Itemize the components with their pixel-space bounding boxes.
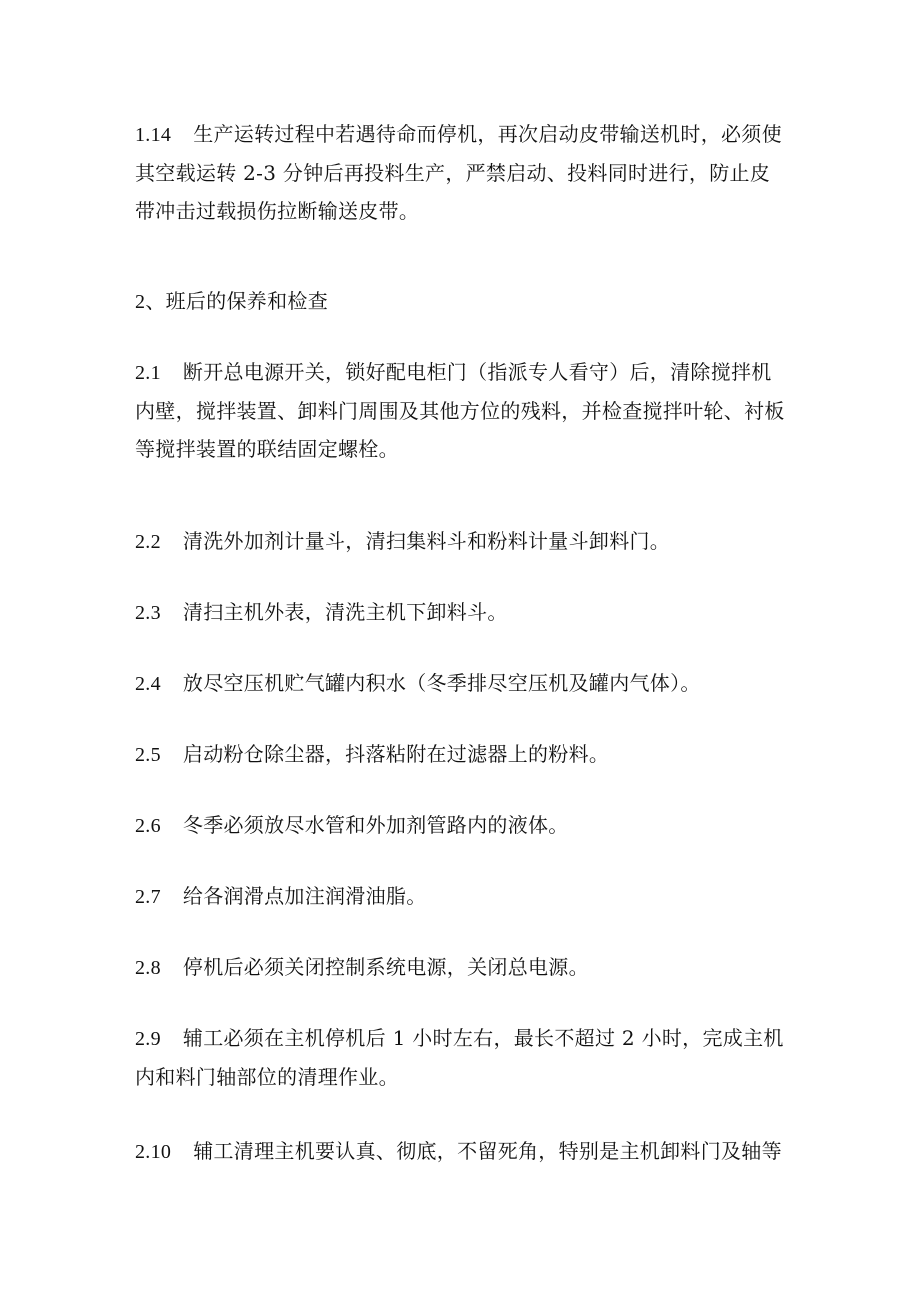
section-number: 2.8 xyxy=(135,957,161,979)
section-number: 2.7 xyxy=(135,886,161,908)
paragraph-text: 启动粉仓除尘器，抖落粘附在过滤器上的粉料。 xyxy=(182,742,610,766)
paragraph-2-3 xyxy=(135,593,790,632)
section-number: 2.3 xyxy=(135,602,161,624)
paragraph-2-10 xyxy=(135,1132,790,1171)
paragraph-2-8 xyxy=(135,948,790,987)
section-number: 2.1 xyxy=(135,362,161,384)
paragraph-text: 清洗外加剂计量斗，清扫集料斗和粉料计量斗卸料门。 xyxy=(182,529,671,553)
paragraph-text: 生产运转过程中若遇待命而停机，再次启动皮带输送机时，必须使其空载运转 2-3 分钟后再投料生产，严禁启动、投料同时进行，防止皮带冲击过载损伤拉断输送皮带。 xyxy=(135,122,782,223)
paragraph-2-2 xyxy=(135,522,790,561)
section-heading-text: 、班后的保养和检查 xyxy=(145,289,329,313)
section-number: 2 xyxy=(135,291,146,313)
paragraph-text: 冬季必须放尽水管和外加剂管路内的液体。 xyxy=(182,813,569,837)
section-number: 2.4 xyxy=(135,673,161,695)
section-number: 2.6 xyxy=(135,815,161,837)
paragraph-2-1 xyxy=(135,353,790,468)
section-number: 2.10 xyxy=(135,1141,172,1163)
section-number: 2.2 xyxy=(135,531,161,553)
paragraph-2-5 xyxy=(135,735,790,774)
paragraph-text: 断开总电源开关，锁好配电柜门（指派专人看守）后，清除搅拌机内壁，搅拌装置、卸料门周围及其他方位的残料，并检查搅拌叶轮、衬板等搅拌装置的联结固定螺栓。 xyxy=(135,360,785,461)
paragraph-text: 放尽空压机贮气罐内积水（冬季排尽空压机及罐内气体）。 xyxy=(182,671,701,695)
paragraph-2-7 xyxy=(135,877,790,916)
section-heading-2 xyxy=(135,282,790,321)
paragraph-text: 清扫主机外表，清洗主机下卸料斗。 xyxy=(182,600,508,624)
paragraph-text: 给各润滑点加注润滑油脂。 xyxy=(182,884,427,908)
paragraph-2-4 xyxy=(135,664,790,703)
paragraph-text: 辅工清理主机要认真、彻底，不留死角，特别是主机卸料门及轴等 xyxy=(193,1139,782,1163)
section-number: 2.5 xyxy=(135,744,161,766)
paragraph-1-14 xyxy=(135,115,790,230)
section-number: 1.14 xyxy=(135,124,172,146)
section-number: 2.9 xyxy=(135,1028,161,1050)
paragraph-text: 辅工必须在主机停机后 1 小时左右，最长不超过 2 小时，完成主机内和料门轴部位的清理作业。 xyxy=(135,1026,784,1089)
paragraph-2-6 xyxy=(135,806,790,845)
paragraph-text: 停机后必须关闭控制系统电源，关闭总电源。 xyxy=(182,955,589,979)
paragraph-2-9 xyxy=(135,1019,790,1096)
